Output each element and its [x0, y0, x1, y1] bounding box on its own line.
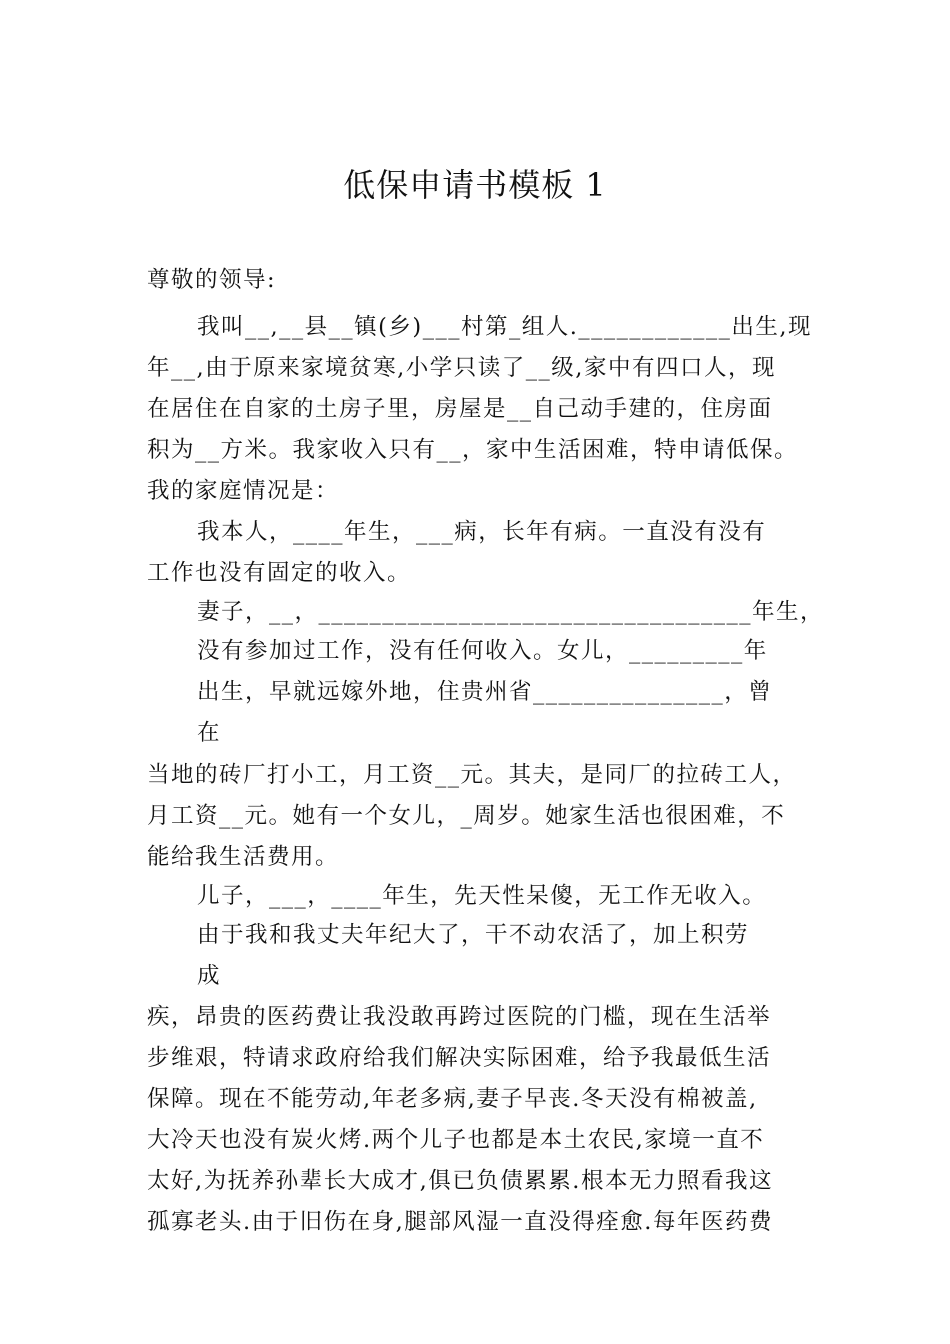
body-line: 月工资__元。她有一个女儿，_周岁。她家生活也很困难，不: [147, 803, 786, 829]
body-line: 孤寡老头.由于旧伤在身,腿部风湿一直没得痊愈.每年医药费: [147, 1209, 773, 1235]
body-line: 由于我和我丈夫年纪大了，干不动农活了，加上积劳: [197, 922, 750, 948]
body-line: 儿子，___，____年生，先天性呆傻，无工作无收入。: [197, 883, 767, 909]
body-line: 疾，昂贵的医药费让我没敢再跨过医院的门槛，现在生活举: [147, 1004, 772, 1030]
body-line: 积为__方米。我家收入只有__，家中生活困难，特申请低保。: [147, 437, 799, 463]
body-line: 工作也没有固定的收入。: [147, 560, 412, 586]
body-line: 在: [197, 720, 222, 746]
body-line: 步维艰，特请求政府给我们解决实际困难，给予我最低生活: [147, 1045, 772, 1071]
body-line: 我的家庭情况是：: [147, 478, 340, 504]
body-line: 出生，早就远嫁外地，住贵州省_______________，曾: [197, 679, 773, 705]
salutation: 尊敬的领导:: [147, 267, 277, 293]
body-line: 保障。现在不能劳动,年老多病,妻子早丧.冬天没有棉被盖,: [147, 1086, 758, 1112]
body-line: 我本人，____年生，___病，长年有病。一直没有没有: [197, 519, 767, 545]
body-line: 没有参加过工作，没有任何收入。女儿，_________年: [197, 638, 768, 664]
document-title: 低保申请书模板 1: [343, 166, 607, 204]
body-line: 太好,为抚养孙辈长大成才,俱已负债累累.根本无力照看我这: [147, 1168, 773, 1194]
body-line: 大冷天也没有炭火烤.两个儿子也都是本土农民,家境一直不: [147, 1127, 765, 1153]
body-line: 妻子，__，__________________________________年生，: [197, 599, 825, 625]
body-line: 成: [197, 963, 222, 989]
body-line: 我叫__,__县__镇(乡)___村第_组人.____________出生,现: [197, 314, 813, 340]
body-line: 能给我生活费用。: [147, 844, 340, 870]
body-line: 年__,由于原来家境贫寒,小学只读了__级,家中有四口人，现: [147, 355, 776, 381]
body-line: 当地的砖厂打小工，月工资__元。其夫，是同厂的拉砖工人，: [147, 762, 797, 788]
body-line: 在居住在自家的土房子里，房屋是__自己动手建的，住房面: [147, 396, 773, 422]
